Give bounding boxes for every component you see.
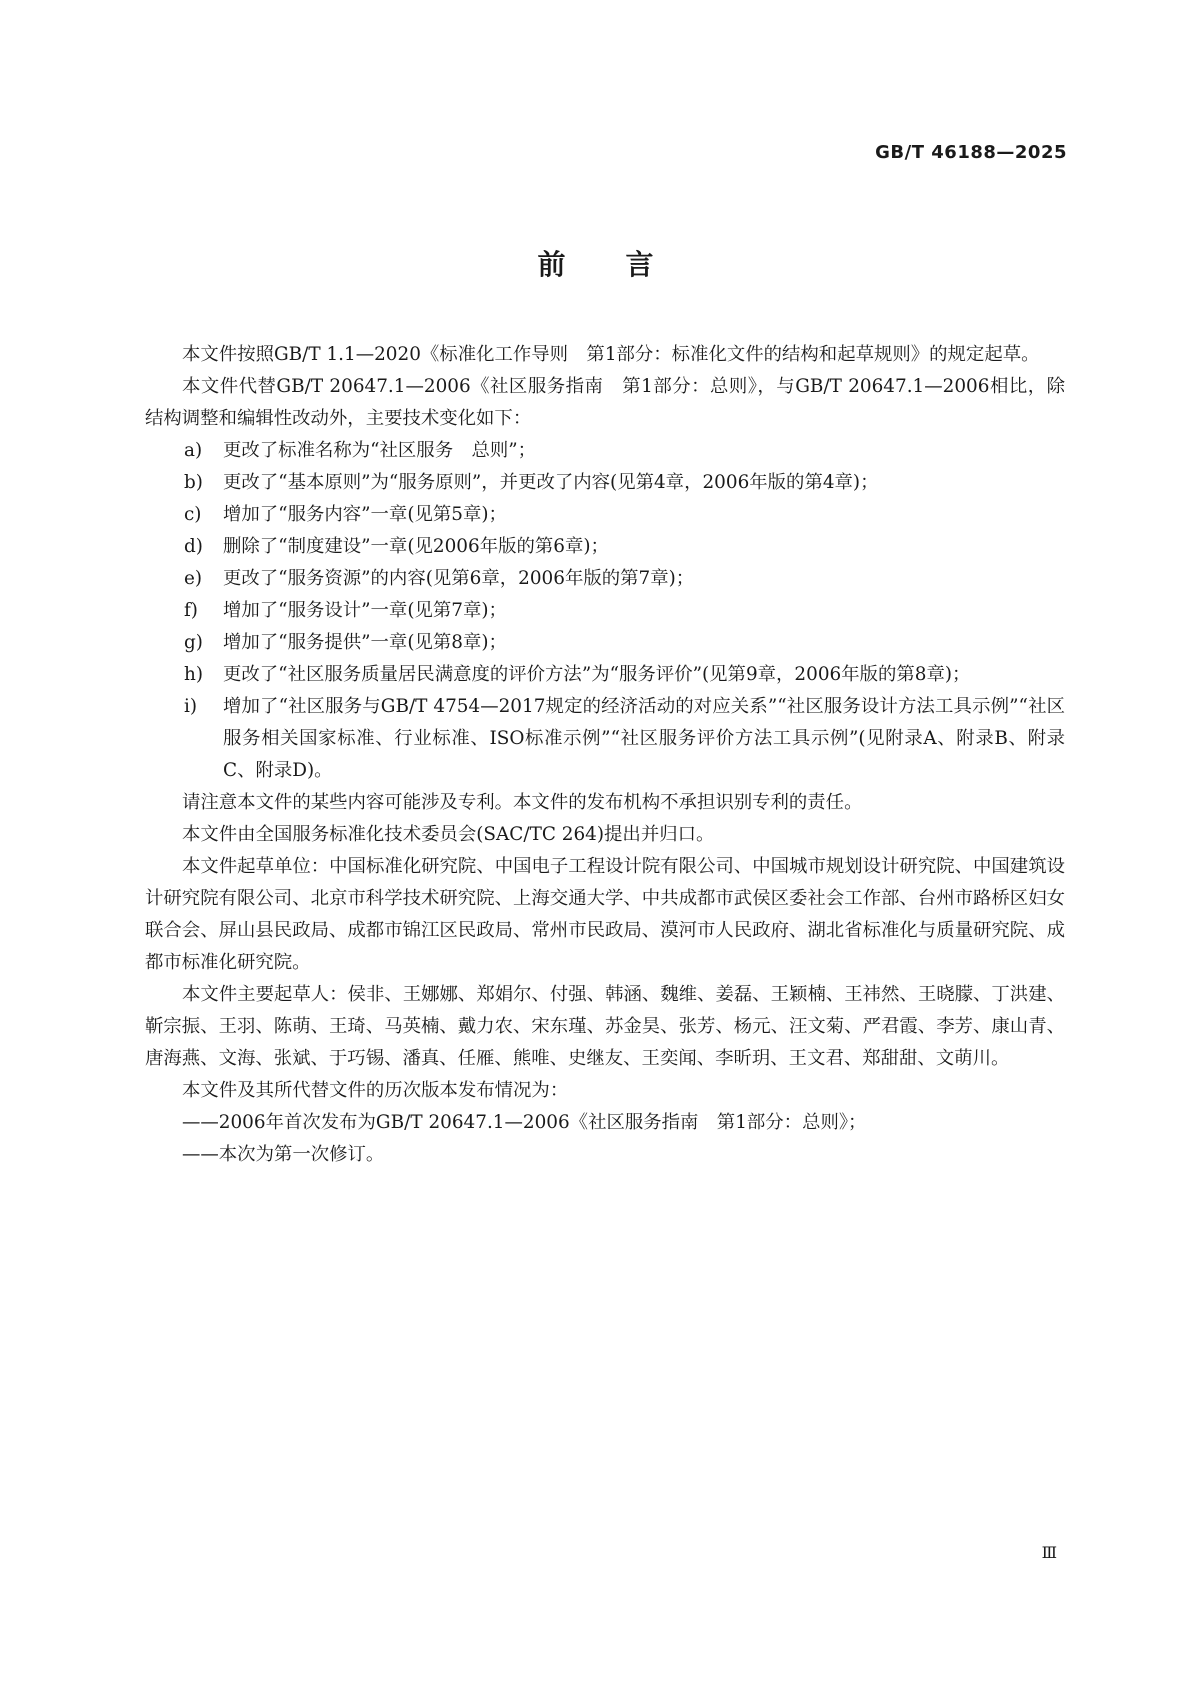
list-item [145,563,1065,595]
document-body [145,339,1065,1171]
list-item-text: 增加了“社区服务与GB/T 4754—2017规定的经济活动的对应关系”“社区服务设计方法工具示例”“社区服务相关国家标准、行业标准、ISO标准示例”“社区服务评价方法工具示例”(见附录A、附录B、附录C、附录D)。 [223,696,1065,781]
list-item-label: a) [184,440,203,461]
paragraph-drafting-rule: 本文件按照GB/T 1.1—2020《标准化工作导则 第1部分：标准化文件的结构和起草规则》的规定起草。 [182,344,1040,365]
list-item-text: 增加了“服务提供”一章(见第8章)； [223,632,507,653]
paragraph-drafting-units: 本文件起草单位：中国标准化研究院、中国电子工程设计院有限公司、中国城市规划设计研究院、中国建筑设计研究院有限公司、北京市科学技术研究院、上海交通大学、中共成都市武侯区委社会工作部、台州市路桥区妇女联合会、屏山县民政局、成都市锦江区民政局、常州市民政局、漠河市人民政府、湖北省标准化与质量研究院、成都市标准化研究院。 [145,856,1065,973]
list-item-text: 更改了“社区服务质量居民满意度的评价方法”为“服务评价”(见第9章，2006年版的第8章)； [223,664,971,685]
list-item-text: 更改了标准名称为“社区服务 总则”； [223,440,537,461]
paragraph-replacement: 本文件代替GB/T 20647.1—2006《社区服务指南 第1部分：总则》，与GB/T 20647.1—2006相比，除结构调整和编辑性改动外，主要技术变化如下： [145,376,1065,429]
history-item: ——本次为第一次修订。 [182,1144,385,1165]
list-item [145,595,1065,627]
paragraph-history-intro: 本文件及其所代替文件的历次版本发布情况为： [182,1080,569,1101]
list-item-label: i) [184,696,198,717]
changes-list [145,435,1065,787]
list-item-text: 增加了“服务内容”一章(见第5章)； [223,504,507,525]
list-item-label: g) [184,632,203,653]
list-item-label: c) [184,504,202,525]
list-item [145,467,1065,499]
page-number: Ⅲ [1041,1543,1057,1562]
paragraph-patent-notice: 请注意本文件的某些内容可能涉及专利。本文件的发布机构不承担识别专利的责任。 [182,792,863,813]
standard-code: GB/T 46188—2025 [875,142,1067,163]
list-item-text: 更改了“服务资源”的内容(见第6章，2006年版的第7章)； [223,568,695,589]
paragraph-drafters: 本文件主要起草人：侯非、王娜娜、郑娟尔、付强、韩涵、魏维、姜磊、王颖楠、王祎然、王晓朦、丁洪建、靳宗振、王羽、陈萌、王琦、马英楠、戴力农、宋东瑾、苏金昊、张芳、杨元、汪文菊、严君霞、李芳、康山青、唐海燕、文海、张斌、于巧锡、潘真、任雁、熊唯、史继友、王奕闻、李昕玥、王文君、郑甜甜、文萌川。 [145,984,1065,1069]
list-item [145,499,1065,531]
paragraph-committee: 本文件由全国服务标准化技术委员会(SAC/TC 264)提出并归口。 [182,824,715,845]
list-item [145,531,1065,563]
list-item-text: 增加了“服务设计”一章(见第7章)； [223,600,507,621]
list-item-text: 删除了“制度建设”一章(见2006年版的第6章)； [223,536,609,557]
list-item [145,691,1065,787]
list-item-label: h) [184,664,204,685]
list-item-label: e) [184,568,203,589]
list-item [145,627,1065,659]
list-item [145,659,1065,691]
list-item-label: b) [184,472,203,493]
page-title: 前言 [537,248,714,281]
list-item-label: d) [184,536,203,557]
list-item-text: 更改了“基本原则”为“服务原则”，并更改了内容(见第4章，2006年版的第4章)； [223,472,879,493]
list-item-label: f) [184,600,198,621]
history-item: ——2006年首次发布为GB/T 20647.1—2006《社区服务指南 第1部分：总则》； [182,1112,867,1133]
list-item [145,435,1065,467]
